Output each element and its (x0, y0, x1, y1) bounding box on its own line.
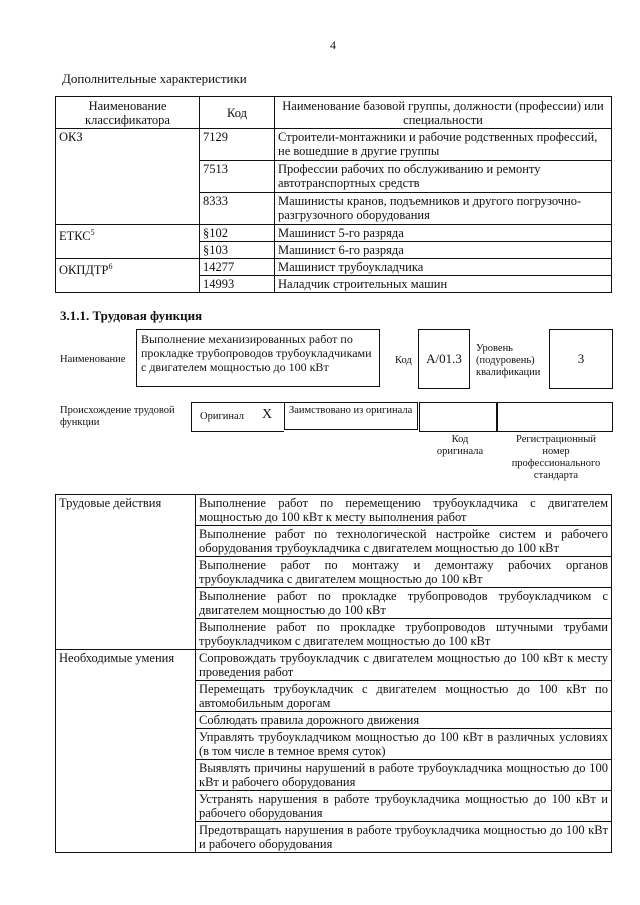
table-row (56, 259, 612, 276)
name-cell: Машинисты кранов, подъемников и другого погрузочно-разгрузочного оборудования (275, 193, 612, 225)
details-table (55, 494, 612, 853)
original-cell (191, 402, 284, 432)
details-item: Соблюдать правила дорожного движения (196, 712, 612, 729)
page-number: 4 (330, 38, 336, 52)
details-item: Выявлять причины нарушений в работе трубоукладчика мощностью до 100 кВт и рабочего оборудования (196, 760, 612, 791)
classifier-cell: ОКПДТР$^6$ (56, 259, 200, 293)
function-name-value: Выполнение механизированных работ по прокладке трубопроводов трубоукладчиками с двигателем мощностью до 100 кВт (136, 329, 380, 387)
borrowed-label: Заимствовано из оригинала (284, 402, 418, 430)
orig-code-cell (419, 402, 498, 432)
code-cell: 7513 (200, 161, 275, 193)
name-cell: Наладчик строительных машин (275, 276, 612, 293)
reg-number-caption: Регистрационный номер профессионального стандарта (511, 434, 601, 481)
classifier-table (55, 96, 612, 293)
details-label: Трудовые действия (56, 495, 196, 650)
name-cell: Профессии рабочих по обслуживанию и ремонту автотранспортных средств (275, 161, 612, 193)
function-code-value: A/01.3 (418, 329, 470, 389)
origin-label: Происхождение трудовой функции (60, 405, 175, 428)
details-item: Выполнение работ по перемещению трубоукладчика с двигателем мощностью до 100 кВт к месту выполнения работ (196, 495, 612, 526)
code-label: Код (395, 355, 412, 366)
classifier-cell: ЕТКС$^5$ (56, 225, 200, 259)
code-cell: §102 (200, 225, 275, 242)
code-cell: 8333 (200, 193, 275, 225)
table-row (56, 129, 612, 161)
code-cell: 14277 (200, 259, 275, 276)
section-heading: Дополнительные характеристики (62, 71, 247, 86)
details-item: Сопровождать трубоукладчик с двигателем мощностью до 100 кВт к месту проведения работ (196, 650, 612, 681)
code-cell: §103 (200, 242, 275, 259)
code-cell: 7129 (200, 129, 275, 161)
details-item: Выполнение работ по прокладке трубопроводов штучными трубами трубоукладчиком с двигателем мощностью до 100 кВт (196, 619, 612, 650)
table-row (56, 495, 612, 526)
name-cell: Машинист 5-го разряда (275, 225, 612, 242)
details-item: Выполнение работ по прокладке трубопроводов трубоукладчиком с двигателем мощностью до 100 кВт (196, 588, 612, 619)
header-group-name: Наименование базовой группы, должности (профессии) или специальности (275, 97, 612, 129)
level-label: Уровень (подуровень) квалификации (476, 343, 541, 378)
header-code: Код (200, 97, 275, 129)
details-item: Перемещать трубоукладчик с двигателем мощностью до 100 кВт по автомобильным дорогам (196, 681, 612, 712)
name-cell: Строители-монтажники и рабочие родственных профессий, не вошедшие в другие группы (275, 129, 612, 161)
original-label: Оригинал (200, 411, 244, 422)
classifier-cell: ОКЗ (56, 129, 200, 225)
level-value: 3 (549, 329, 613, 389)
table-row (56, 650, 612, 681)
details-item: Выполнение работ по монтажу и демонтажу рабочих органов трубоукладчика с двигателем мощностью до 100 кВт (196, 557, 612, 588)
reg-number-cell (496, 402, 613, 432)
details-item: Предотвращать нарушения в работе трубоукладчика мощностью до 100 кВт и рабочего оборудования (196, 822, 612, 853)
code-cell: 14993 (200, 276, 275, 293)
name-cell: Машинист трубоукладчика (275, 259, 612, 276)
function-title: 3.1.1. Трудовая функция (60, 308, 203, 323)
table-row (56, 225, 612, 242)
details-item: Устранять нарушения в работе трубоукладчика мощностью до 100 кВт и рабочего оборудования (196, 791, 612, 822)
details-label: Необходимые умения (56, 650, 196, 853)
name-cell: Машинист 6-го разряда (275, 242, 612, 259)
name-label: Наименование (60, 354, 126, 365)
orig-code-caption: Код оригинала (436, 434, 484, 457)
header-classifier: Наименование классификатора (56, 97, 200, 129)
details-item: Управлять трубоукладчиком мощностью до 100 кВт в различных условиях (в том числе в темное время суток) (196, 729, 612, 760)
details-item: Выполнение работ по технологической настройке систем и рабочего оборудования трубоукладчика с двигателем мощностью до 100 кВт (196, 526, 612, 557)
original-mark: X (262, 407, 273, 422)
table-header-row (56, 97, 612, 129)
